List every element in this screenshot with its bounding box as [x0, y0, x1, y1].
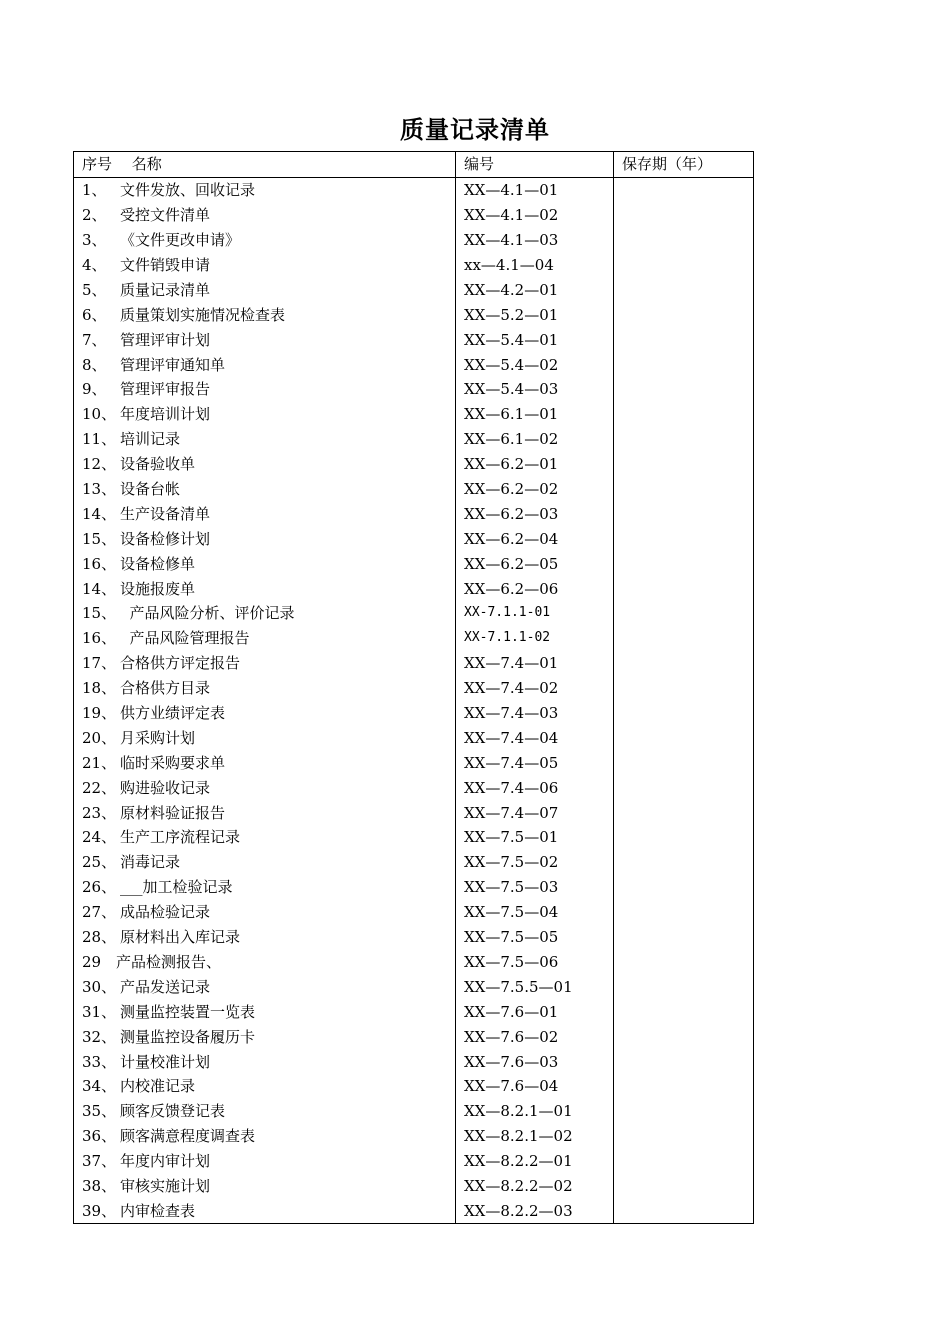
record-name-cell	[74, 725, 456, 750]
row-number: 16、	[82, 629, 117, 648]
record-code: XX—7.5—01	[456, 825, 614, 850]
record-code: XX—4.1—03	[456, 228, 614, 253]
record-name: 文件发放、回收记录	[120, 181, 256, 200]
record-name-cell	[74, 626, 456, 651]
record-name-cell	[74, 177, 456, 202]
record-name-cell	[74, 900, 456, 925]
record-name: 临时采购要求单	[120, 753, 226, 772]
record-retention	[614, 1124, 754, 1149]
row-number: 27、	[82, 903, 117, 922]
record-code: XX—7.6—04	[456, 1074, 614, 1099]
record-code: XX—7.6—02	[456, 1024, 614, 1049]
record-name-cell	[74, 850, 456, 875]
row-number: 37、	[82, 1152, 117, 1171]
record-retention	[614, 253, 754, 278]
record-name-cell	[74, 676, 456, 701]
record-code: XX-7.1.1-01	[456, 601, 614, 626]
record-retention	[614, 900, 754, 925]
record-retention	[614, 1074, 754, 1099]
record-name: 年度培训计划	[120, 405, 211, 424]
record-name: 内审检查表	[120, 1201, 196, 1220]
record-retention	[614, 203, 754, 228]
table-row	[74, 1198, 754, 1223]
record-name-cell	[74, 576, 456, 601]
row-number: 11、	[82, 430, 117, 449]
record-name: 原材料验证报告	[120, 803, 226, 822]
record-retention	[614, 1149, 754, 1174]
record-name: 消毒记录	[120, 853, 181, 872]
row-number: 20、	[82, 728, 117, 747]
record-code: XX—5.4—03	[456, 377, 614, 402]
record-name: 供方业绩评定表	[120, 704, 226, 723]
record-retention	[614, 800, 754, 825]
table-body	[74, 177, 754, 1223]
quality-records-table	[73, 151, 754, 1224]
record-retention	[614, 302, 754, 327]
record-name-cell	[74, 427, 456, 452]
record-name-cell	[74, 277, 456, 302]
header-code: 编号	[456, 152, 614, 178]
record-code: XX—4.1—01	[456, 177, 614, 202]
record-name: 设备检修单	[120, 554, 196, 573]
record-name: 设备验收单	[120, 455, 196, 474]
table-row	[74, 925, 754, 950]
row-number: 34、	[82, 1077, 117, 1096]
row-number: 33、	[82, 1052, 117, 1071]
record-retention	[614, 477, 754, 502]
record-name: 管理评审计划	[120, 330, 211, 349]
table-row	[74, 725, 754, 750]
record-retention	[614, 875, 754, 900]
record-code: XX—6.2—01	[456, 452, 614, 477]
table-row	[74, 327, 754, 352]
record-name: 《文件更改申请》	[120, 231, 241, 250]
record-code: XX—5.2—01	[456, 302, 614, 327]
record-retention	[614, 452, 754, 477]
record-retention	[614, 1024, 754, 1049]
table-row	[74, 1099, 754, 1124]
record-name-cell	[74, 327, 456, 352]
record-name: 内校准记录	[120, 1077, 196, 1096]
record-code: XX—7.5—05	[456, 925, 614, 950]
record-retention	[614, 651, 754, 676]
header-retention: 保存期（年）	[614, 152, 754, 178]
row-number: 14、	[82, 579, 117, 598]
record-name: 受控文件清单	[120, 206, 211, 225]
row-number: 24、	[82, 828, 117, 847]
record-name-cell	[74, 875, 456, 900]
record-retention	[614, 850, 754, 875]
row-number: 35、	[82, 1102, 117, 1121]
record-code: XX—5.4—02	[456, 352, 614, 377]
record-name-cell	[74, 228, 456, 253]
record-retention	[614, 1198, 754, 1223]
record-retention	[614, 1099, 754, 1124]
record-name-cell	[74, 377, 456, 402]
record-name-cell	[74, 950, 456, 975]
record-name-cell	[74, 1198, 456, 1223]
record-name-cell	[74, 551, 456, 576]
row-number: 16、	[82, 554, 117, 573]
row-number: 38、	[82, 1176, 117, 1195]
row-number: 7、	[82, 330, 107, 349]
record-retention	[614, 228, 754, 253]
record-name: 设备台帐	[120, 480, 181, 499]
row-number: 17、	[82, 654, 117, 673]
record-name-cell	[74, 750, 456, 775]
record-code: XX—7.5—03	[456, 875, 614, 900]
row-number: 25、	[82, 853, 117, 872]
record-code: XX—7.5—06	[456, 950, 614, 975]
record-retention	[614, 327, 754, 352]
table-row	[74, 1074, 754, 1099]
record-name: 月采购计划	[120, 728, 196, 747]
row-number: 28、	[82, 928, 117, 947]
table-row	[74, 974, 754, 999]
record-code: XX—7.4—02	[456, 676, 614, 701]
table-row	[74, 1124, 754, 1149]
row-number: 39、	[82, 1201, 117, 1220]
row-number: 1、	[82, 181, 107, 200]
record-name-cell	[74, 974, 456, 999]
record-code: XX—7.6—01	[456, 999, 614, 1024]
record-name-cell	[74, 825, 456, 850]
record-name: 计量校准计划	[120, 1052, 211, 1071]
row-number: 5、	[82, 280, 107, 299]
row-number: 13、	[82, 480, 117, 499]
record-code: XX—6.2—05	[456, 551, 614, 576]
record-code: XX—6.2—03	[456, 501, 614, 526]
record-name: 原材料出入库记录	[120, 928, 241, 947]
row-number: 3、	[82, 231, 107, 250]
record-name: 审核实施计划	[120, 1176, 211, 1195]
table-row	[74, 676, 754, 701]
row-number: 21、	[82, 753, 117, 772]
record-name-cell	[74, 352, 456, 377]
table-row	[74, 576, 754, 601]
record-retention	[614, 626, 754, 651]
table-row	[74, 302, 754, 327]
record-name-cell	[74, 999, 456, 1024]
record-name: 合格供方评定报告	[120, 654, 241, 673]
table-row	[74, 601, 754, 626]
record-retention	[614, 974, 754, 999]
record-code: XX—6.2—04	[456, 526, 614, 551]
record-retention	[614, 277, 754, 302]
table-row	[74, 701, 754, 726]
row-number: 2、	[82, 206, 107, 225]
record-code: XX—6.1—02	[456, 427, 614, 452]
record-name-cell	[74, 501, 456, 526]
table-row	[74, 551, 754, 576]
record-name-cell	[74, 701, 456, 726]
record-name: 产品风险分析、评价记录	[120, 604, 295, 623]
row-number: 15、	[82, 604, 117, 623]
record-name: 年度内审计划	[120, 1152, 211, 1171]
record-name: 文件销毁申请	[120, 256, 211, 274]
record-retention	[614, 576, 754, 601]
record-code: XX—7.5—04	[456, 900, 614, 925]
row-number: 6、	[82, 305, 107, 324]
record-retention	[614, 1049, 754, 1074]
row-number: 18、	[82, 679, 117, 698]
table-row	[74, 427, 754, 452]
record-retention	[614, 750, 754, 775]
record-name-cell	[74, 800, 456, 825]
record-name-cell	[74, 601, 456, 626]
record-name-cell	[74, 1174, 456, 1199]
table-row	[74, 900, 754, 925]
record-name: 测量监控装置一览表	[120, 1002, 256, 1021]
row-number: 36、	[82, 1127, 117, 1146]
row-number: 19、	[82, 704, 117, 723]
record-name-cell	[74, 1074, 456, 1099]
record-name: 管理评审报告	[120, 380, 211, 399]
table-row	[74, 800, 754, 825]
row-number: 32、	[82, 1027, 117, 1046]
record-name-cell	[74, 651, 456, 676]
table-row	[74, 999, 754, 1024]
record-name: 成品检验记录	[120, 903, 211, 922]
record-code: XX—7.5.5—01	[456, 974, 614, 999]
record-name-cell	[74, 1124, 456, 1149]
table-row	[74, 377, 754, 402]
table-row	[74, 1149, 754, 1174]
record-name: 产品风险管理报告	[120, 629, 250, 648]
record-code: XX—6.2—02	[456, 477, 614, 502]
table-row	[74, 825, 754, 850]
record-name: 购进验收记录	[120, 778, 211, 797]
record-name: 生产设备清单	[120, 504, 211, 523]
row-number: 12、	[82, 455, 117, 474]
table-row	[74, 950, 754, 975]
record-name: 培训记录	[120, 430, 181, 449]
table-row	[74, 228, 754, 253]
record-code: XX-7.1.1-02	[456, 626, 614, 651]
record-retention	[614, 551, 754, 576]
record-code: XX—8.2.2—03	[456, 1198, 614, 1223]
table-row	[74, 850, 754, 875]
record-code: XX—7.6—03	[456, 1049, 614, 1074]
record-retention	[614, 402, 754, 427]
record-name: ___加工检验记录	[120, 878, 233, 897]
table-row	[74, 352, 754, 377]
record-code: XX—8.2.2—01	[456, 1149, 614, 1174]
record-name: 顾客满意程度调查表	[120, 1127, 256, 1146]
record-code: XX—7.4—05	[456, 750, 614, 775]
record-retention	[614, 526, 754, 551]
record-retention	[614, 601, 754, 626]
record-name-cell	[74, 1024, 456, 1049]
row-number: 22、	[82, 778, 117, 797]
row-number: 4、	[82, 256, 107, 274]
table-row	[74, 875, 754, 900]
row-number: 10、	[82, 405, 117, 424]
table-row	[74, 775, 754, 800]
record-name: 产品发送记录	[120, 977, 211, 996]
row-number: 8、	[82, 355, 107, 374]
table-row	[74, 501, 754, 526]
row-number: 14、	[82, 504, 117, 523]
record-name-cell	[74, 477, 456, 502]
record-name-cell	[74, 526, 456, 551]
record-name: 合格供方目录	[120, 679, 211, 698]
header-number-name: 序号 名称	[74, 152, 456, 178]
record-name-cell	[74, 402, 456, 427]
record-code: XX—6.1—01	[456, 402, 614, 427]
record-code: XX—7.5—02	[456, 850, 614, 875]
record-code: XX—5.4—01	[456, 327, 614, 352]
table-row	[74, 452, 754, 477]
table-header-row	[74, 152, 754, 178]
record-name-cell	[74, 1099, 456, 1124]
row-number: 23、	[82, 803, 117, 822]
table-row	[74, 177, 754, 202]
record-name: 管理评审通知单	[120, 355, 226, 374]
record-retention	[614, 1174, 754, 1199]
table-row	[74, 1024, 754, 1049]
page-title: 质量记录清单	[400, 116, 550, 144]
record-retention	[614, 377, 754, 402]
record-name: 顾客反馈登记表	[120, 1102, 226, 1121]
record-name: 生产工序流程记录	[120, 828, 241, 847]
table-row	[74, 750, 754, 775]
table-row	[74, 1049, 754, 1074]
table-row	[74, 526, 754, 551]
table-row	[74, 1174, 754, 1199]
record-name-cell	[74, 925, 456, 950]
record-retention	[614, 825, 754, 850]
record-name-cell	[74, 1149, 456, 1174]
record-code: XX—4.1—02	[456, 203, 614, 228]
row-number: 29	[82, 952, 102, 971]
table-row	[74, 253, 754, 278]
record-code: XX—6.2—06	[456, 576, 614, 601]
record-retention	[614, 427, 754, 452]
record-name: 产品检测报告、	[116, 952, 222, 971]
record-retention	[614, 950, 754, 975]
record-retention	[614, 775, 754, 800]
record-code: XX—4.2—01	[456, 277, 614, 302]
record-name: 设施报废单	[120, 579, 196, 598]
record-code: XX—8.2.1—02	[456, 1124, 614, 1149]
row-number: 9、	[82, 380, 107, 399]
record-name: 质量策划实施情况检查表	[120, 305, 286, 324]
record-name-cell	[74, 302, 456, 327]
record-code: xx—4.1—04	[456, 253, 614, 278]
table-row	[74, 402, 754, 427]
record-name: 质量记录清单	[120, 280, 211, 299]
record-retention	[614, 725, 754, 750]
record-retention	[614, 676, 754, 701]
record-retention	[614, 701, 754, 726]
row-number: 30、	[82, 977, 117, 996]
table-row	[74, 626, 754, 651]
table-row	[74, 203, 754, 228]
record-code: XX—7.4—06	[456, 775, 614, 800]
record-code: XX—7.4—03	[456, 701, 614, 726]
table-row	[74, 651, 754, 676]
record-retention	[614, 352, 754, 377]
record-retention	[614, 177, 754, 202]
row-number: 31、	[82, 1002, 117, 1021]
record-code: XX—7.4—07	[456, 800, 614, 825]
record-retention	[614, 925, 754, 950]
record-retention	[614, 999, 754, 1024]
record-name: 测量监控设备履历卡	[120, 1027, 256, 1046]
row-number: 26、	[82, 878, 117, 897]
record-name-cell	[74, 452, 456, 477]
record-code: XX—8.2.2—02	[456, 1174, 614, 1199]
row-number: 15、	[82, 529, 117, 548]
record-name: 设备检修计划	[120, 529, 211, 548]
record-code: XX—7.4—01	[456, 651, 614, 676]
table-row	[74, 477, 754, 502]
record-name-cell	[74, 203, 456, 228]
record-name-cell	[74, 253, 456, 278]
record-retention	[614, 501, 754, 526]
record-name-cell	[74, 1049, 456, 1074]
record-name-cell	[74, 775, 456, 800]
record-code: XX—8.2.1—01	[456, 1099, 614, 1124]
table-row	[74, 277, 754, 302]
record-code: XX—7.4—04	[456, 725, 614, 750]
